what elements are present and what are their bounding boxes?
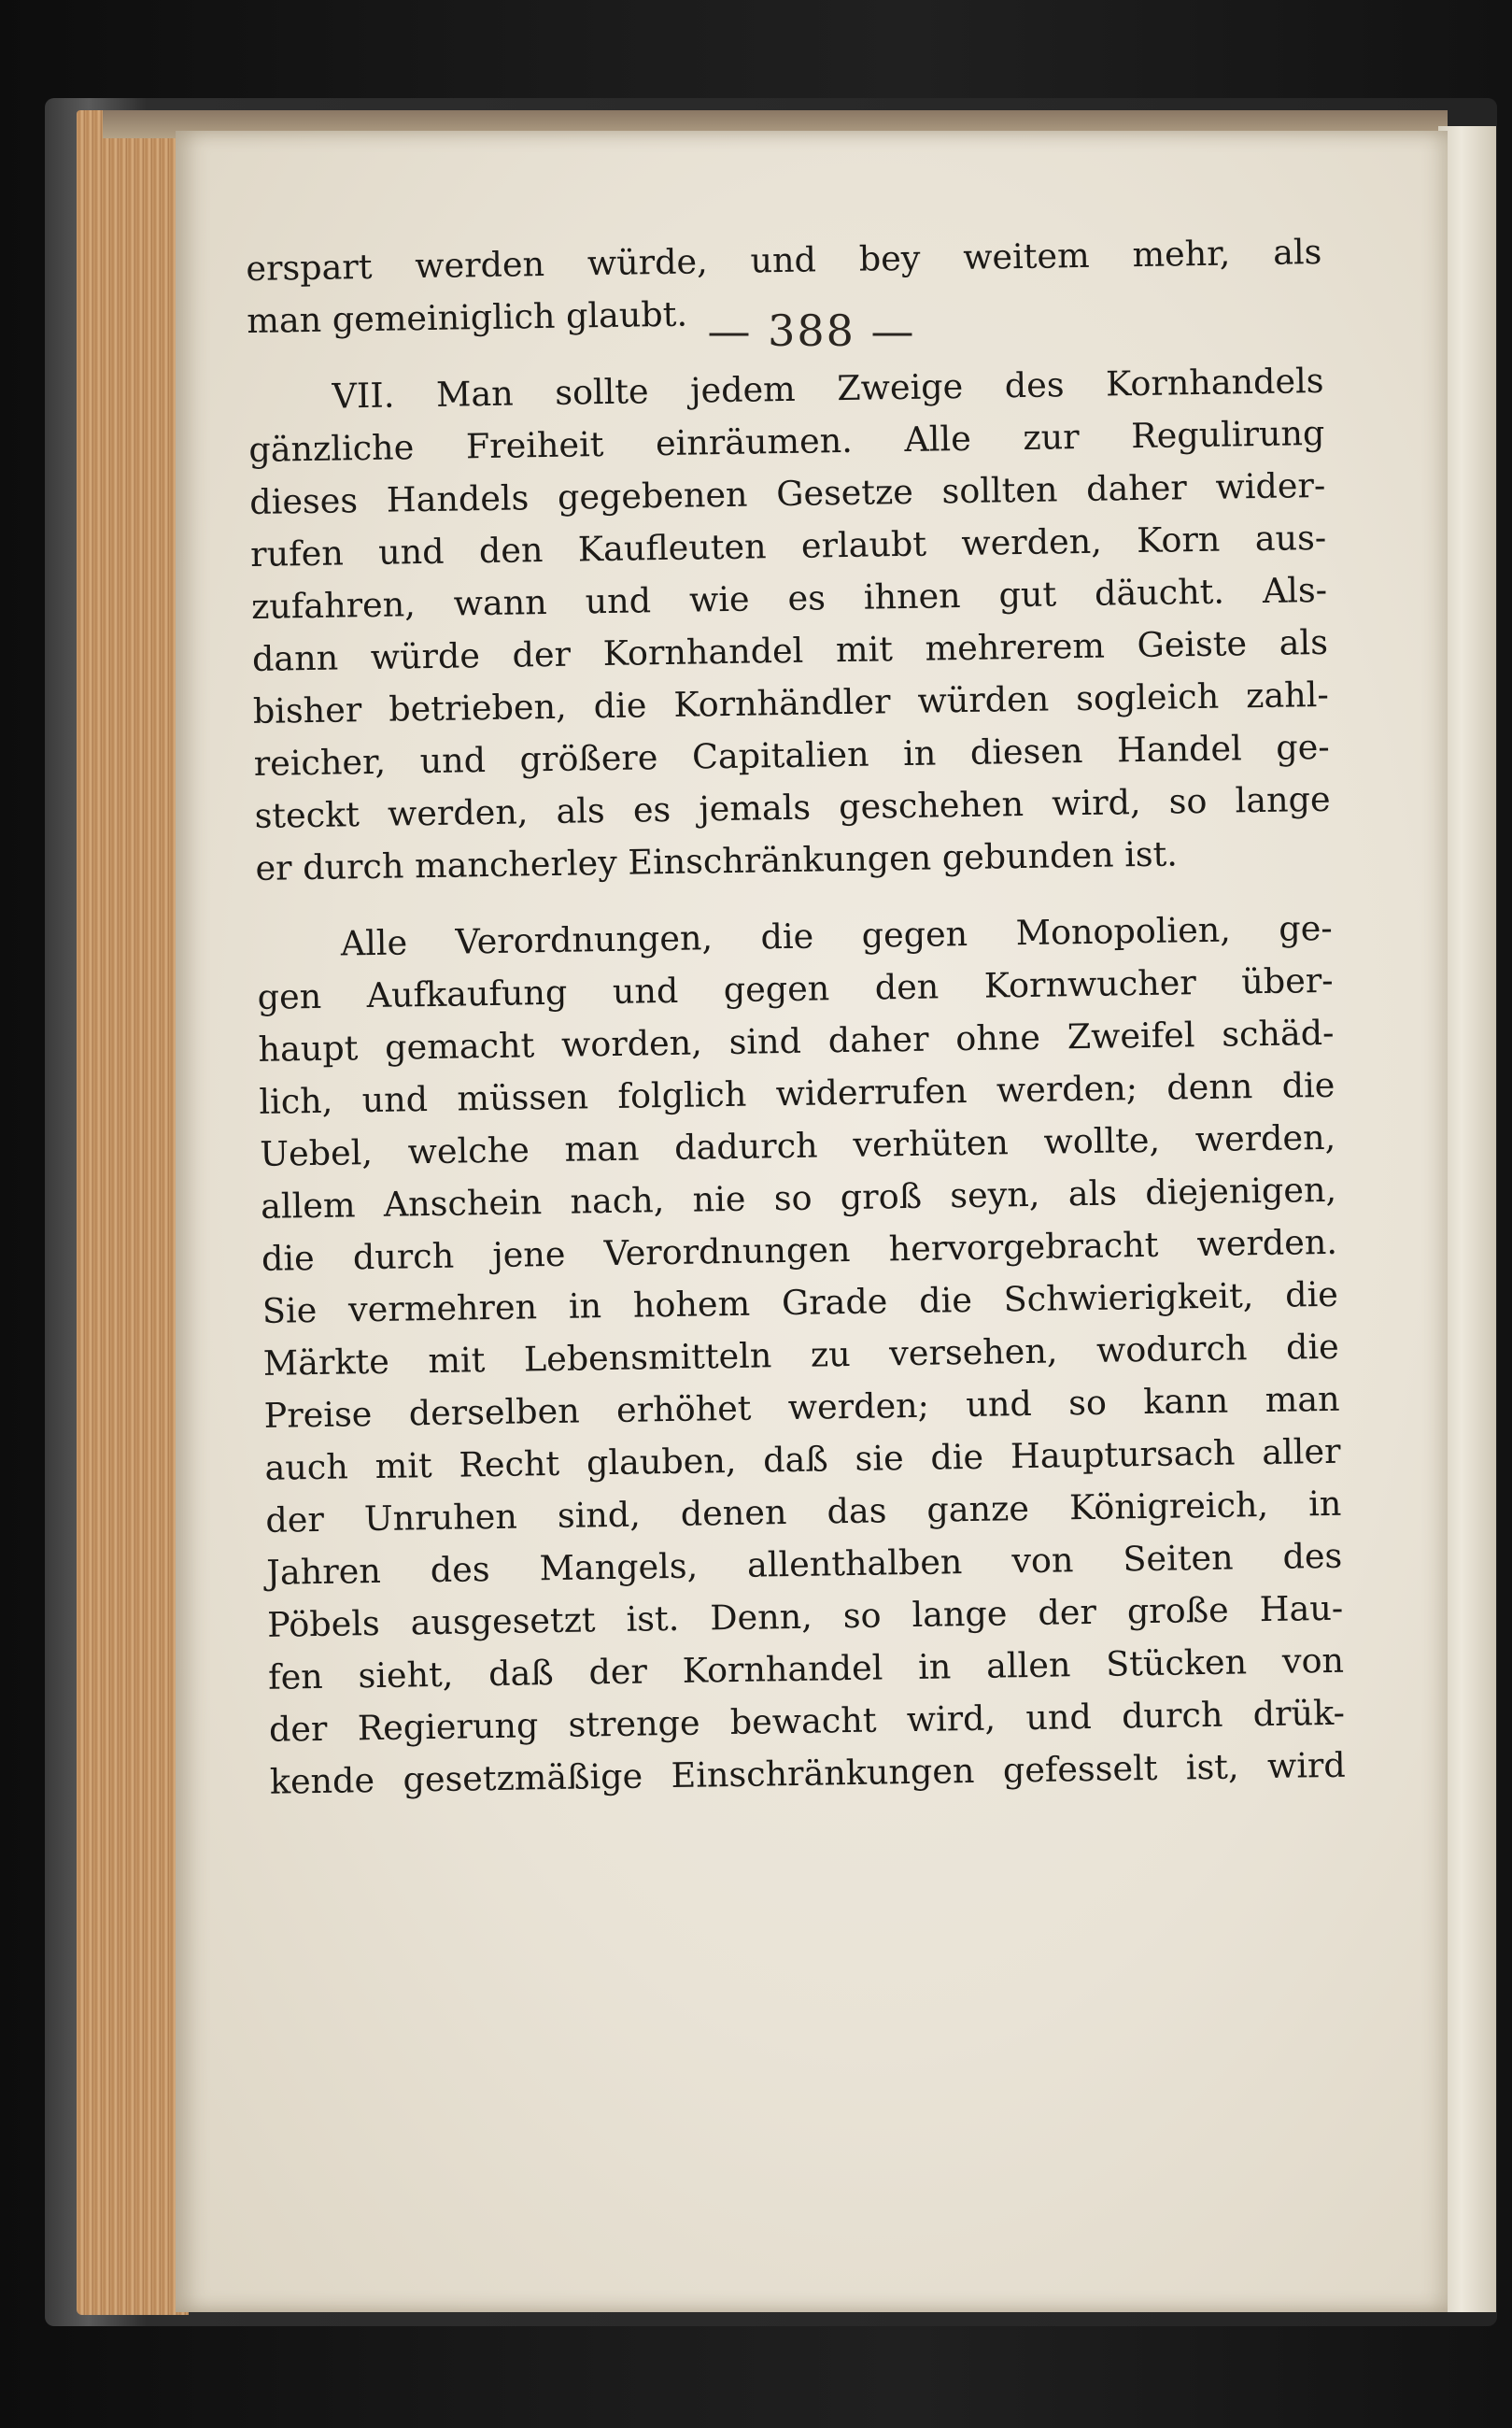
text-column — [246, 226, 1346, 1809]
text-line: die durch jene Verordnungen hervorgebracht werden. — [261, 1221, 1338, 1279]
page-number: — 388 — — [707, 305, 916, 356]
text-line: der Regierung strenge bewacht wird, und durch drük- — [268, 1692, 1346, 1750]
page-stack-edge — [77, 110, 189, 2315]
text-line: dann würde der Kornhandel mit mehrerem Geiste als — [251, 621, 1329, 679]
text-line: haupt gemacht worden, sind daher ohne Zweifel schäd- — [258, 1012, 1335, 1070]
text-line: Jahren des Mangels, allenthalben von Seiten des — [266, 1535, 1343, 1593]
paragraph — [246, 226, 1323, 348]
paragraph — [247, 355, 1332, 895]
text-line: reicher, und größere Capitalien in diesen Handel ge- — [253, 726, 1330, 784]
text-line: Pöbels ausgesetzt ist. Denn, so lange der große Hau- — [266, 1587, 1344, 1645]
text-line: VII. Man sollte jedem Zweige des Kornhandels — [332, 360, 1324, 417]
text-line: bisher betrieben, die Kornhändler würden sogleich zahl- — [252, 674, 1330, 731]
text-line: zufahren, wann und wie es ihnen gut däucht. Als- — [250, 569, 1328, 627]
text-line: Preise derselben erhöhet werden; und so kann man — [263, 1378, 1340, 1436]
text-line: kende gesetzmäßige Einschränkungen gefesselt ist, wird — [269, 1744, 1347, 1802]
text-line: Sie vermehren in hohem Grade die Schwierigkeit, die — [261, 1273, 1339, 1331]
text-line: auch mit Recht glauben, daß sie die Hauptursach aller — [264, 1430, 1341, 1488]
text-line: der Unruhen sind, denen das ganze Königreich, in — [265, 1483, 1342, 1541]
text-line: rufen und den Kaufleuten erlaubt werden, Korn aus- — [249, 517, 1327, 575]
text-line: Märkte mit Lebensmitteln zu versehen, wodurch die — [262, 1326, 1340, 1384]
paragraph — [256, 902, 1346, 1809]
text-line: er durch mancherley Einschränkungen gebunden ist. — [255, 833, 1179, 888]
text-line: gänzliche Freiheit einräumen. Alle zur Regulirung — [248, 412, 1325, 470]
text-line: gen Aufkaufung und gegen den Kornwucher über- — [257, 959, 1334, 1017]
text-line: man gemeiniglich glaubt. — [246, 293, 688, 341]
text-line: Alle Verordnungen, die gegen Monopolien, ge- — [340, 907, 1333, 964]
text-line: fen sieht, daß der Kornhandel in allen Stücken von — [267, 1640, 1345, 1697]
text-line: allem Anschein nach, nie so groß seyn, als diejenigen, — [260, 1169, 1337, 1227]
text-line: erspart werden würde, und bey weitem mehr, als — [246, 231, 1322, 289]
text-line: steckt werden, als es jemals geschehen wird, so lange — [254, 778, 1331, 836]
text-line: lich, und müssen folglich widerrufen werden; denn die — [259, 1064, 1335, 1122]
text-line: dieses Handels gegebenen Gesetze sollten daher wider- — [249, 464, 1326, 522]
text-line: Uebel, welche man dadurch verhüten wollte, werden, — [259, 1116, 1336, 1174]
